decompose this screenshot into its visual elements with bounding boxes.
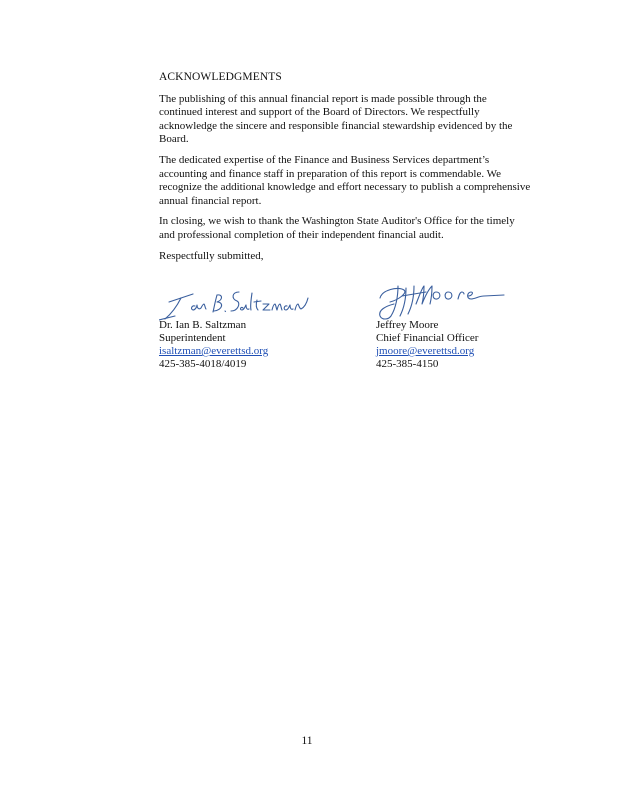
paragraph-auditor: In closing, we wish to thank the Washington State Auditor's Office for the timely and professional completion of their independent financial audit. <box>159 215 515 241</box>
signatory-details <box>159 319 268 371</box>
signature-moore <box>376 280 526 324</box>
signatory-email-link[interactable]: jmoore@everettsd.org <box>376 345 475 357</box>
signatory-title: Superintendent <box>159 332 226 344</box>
signatory-phone: 425-385-4150 <box>376 358 439 370</box>
signatory-name: Dr. Ian B. Saltzman <box>159 319 247 331</box>
signatory-name: Jeffrey Moore <box>376 319 439 331</box>
signature-section <box>159 280 539 372</box>
page-number: 11 <box>301 735 313 747</box>
signatory-email-link[interactable]: isaltzman@everettsd.org <box>159 345 269 357</box>
paragraph-staff: The dedicated expertise of the Finance and Business Services department’s accounting and finance staff in preparation of this report is commendable. We recognize the additional knowledge and effort necessary to publish a comprehensive annual financial report. <box>159 153 531 207</box>
paragraph-board: The publishing of this annual financial report is made possible through the continued interest and support of the Board of Directors. We respectfully acknowledge the sincere and responsible financial stewardship evidenced by the Board. <box>159 92 513 146</box>
section-heading: ACKNOWLEDGMENTS <box>159 71 282 83</box>
closing-line: Respectfully submitted, <box>159 249 264 262</box>
signatory-phone: 425-385-4018/4019 <box>159 358 247 370</box>
signatory-title: Chief Financial Officer <box>376 332 479 344</box>
signatory-details <box>376 319 478 371</box>
acknowledgments-section <box>159 71 531 263</box>
signature-saltzman <box>159 280 319 324</box>
